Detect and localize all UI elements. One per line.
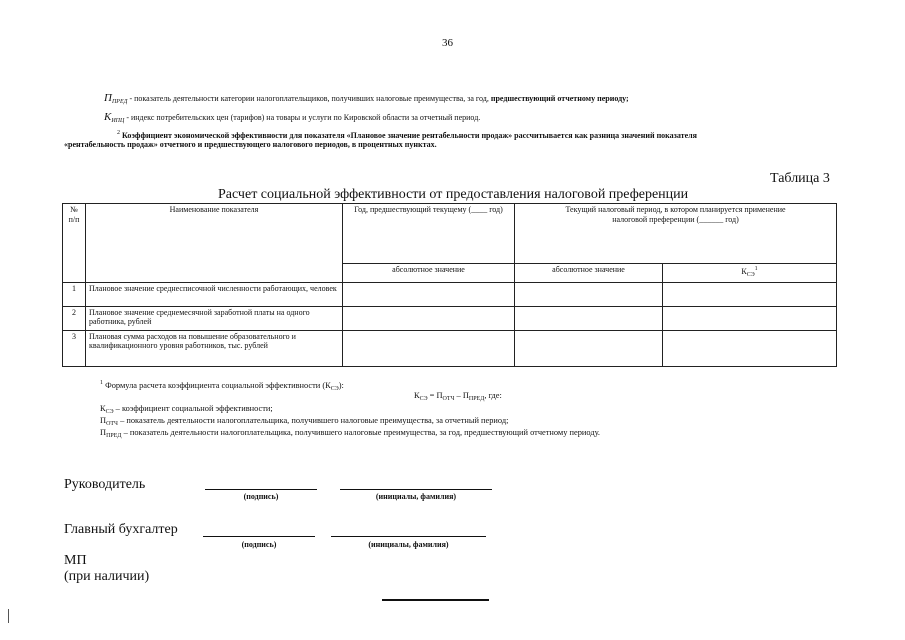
accountant-signature-line <box>203 536 315 537</box>
row-value-kse <box>663 306 837 330</box>
header-kse <box>663 264 837 283</box>
symbol-k: К <box>104 111 112 123</box>
row-value-kse <box>663 330 837 366</box>
formula-p2-sub: ПРЕД <box>468 396 485 402</box>
head-name-caption: (инициалы, фамилия) <box>375 492 457 501</box>
accountant-signature-caption: (подпись) <box>241 540 277 549</box>
formula <box>414 391 502 404</box>
def-pred-sub: ПРЕД <box>106 433 122 439</box>
bottom-rule <box>382 599 489 601</box>
head-signature-line <box>205 489 317 490</box>
page-number: 36 <box>442 37 453 49</box>
formula-def-pnred <box>100 428 600 441</box>
head-name-line <box>340 489 492 490</box>
accountant-name-caption: (инициалы, фамилия) <box>368 540 449 549</box>
row-value-prev <box>343 306 515 330</box>
footnote-2-mark: 2 <box>117 130 120 136</box>
def-potch-sym: П <box>100 416 107 425</box>
table-row <box>63 306 837 330</box>
footnote-2-text-1: Коэффициент экономической эффективности для показателя «Плановое значение рентабельности продаж» рассчитывается как разница значений показателя <box>120 131 697 140</box>
formula-eq: = П <box>427 391 443 400</box>
row-name: Плановая сумма расходов на повышение образовательного и квалификационного уровня работников, тыс. рублей <box>86 330 343 366</box>
def-potch-text: – показатель деятельности налогоплательщика, получившего налоговые преимущества, за отчетный период; <box>117 416 509 425</box>
header-kse-sub: СЭ <box>746 272 755 278</box>
def-pred-sym: П <box>100 428 107 437</box>
row-num: 3 <box>63 330 86 366</box>
header-current-period: Текущий налоговый период, в котором планируется применение налоговой преференции (______ год) <box>515 204 837 264</box>
symbol-p: П <box>104 92 112 104</box>
row-value-prev <box>343 282 515 306</box>
stamp-label: МП <box>64 553 87 568</box>
formula-note-text: Формула расчета коэффициента социальной эффективности (К <box>103 381 331 390</box>
row-value-prev <box>343 330 515 366</box>
header-name: Наименование показателя <box>86 204 343 283</box>
row-value-current <box>515 282 663 306</box>
header-abs-value-current: абсолютное значение <box>515 264 663 283</box>
formula-note <box>100 378 344 394</box>
def-kse-sym: К <box>100 404 106 413</box>
symbol-p-sub: ПРЕД <box>111 99 128 105</box>
table-row <box>63 330 837 366</box>
row-value-current <box>515 306 663 330</box>
formula-note-end: ): <box>338 381 344 390</box>
def-pred-text: – показатель деятельности налогоплательщика, получившего налоговые преимущества, за год, предшествующий отчетному периоду. <box>121 428 601 437</box>
definition-preceding-bold: предшествующий отчетному периоду; <box>490 94 629 103</box>
accountant-name-line <box>331 536 486 537</box>
head-signature-caption: (подпись) <box>243 492 279 501</box>
formula-note-sub: СЭ <box>330 386 339 392</box>
stamp-note: (при наличии) <box>64 569 150 584</box>
header-kse-k: К <box>741 267 747 276</box>
row-num: 1 <box>63 282 86 306</box>
margin-mark <box>8 609 9 623</box>
row-value-kse <box>663 282 837 306</box>
formula-p1-sub: ОТЧ <box>442 396 455 402</box>
head-label: Руководитель <box>64 477 146 492</box>
header-kse-sup: 1 <box>754 266 758 272</box>
definition-cpi <box>104 112 480 126</box>
formula-minus: – П <box>454 391 469 400</box>
social-efficiency-table <box>62 203 837 367</box>
row-name: Плановое значение среднесписочной численности работающих, человек <box>86 282 343 306</box>
definition-cpi-text: - индекс потребительских цен (тарифов) на товары и услуги по Кировской области за отчетный период. <box>124 113 481 122</box>
accountant-label: Главный бухгалтер <box>64 522 178 537</box>
formula-end: , где: <box>484 391 502 400</box>
footnote-2-line2: «рентабельность продаж» отчетного и предшествующего налогового периодов, в процентных пунктах. <box>64 140 437 149</box>
table-label: Таблица 3 <box>770 171 830 186</box>
def-kse-text: – коэффициент социальной эффективности; <box>113 404 273 413</box>
header-prev-year: Год, предшествующий текущему (____ год) <box>343 204 515 264</box>
header-num: № п/п <box>63 204 86 283</box>
formula-note-mark: 1 <box>100 380 103 386</box>
formula-k-sub: СЭ <box>419 396 428 402</box>
definition-preceding-text: - показатель деятельности категории налогоплательщиков, получивших налоговые преимущества, за год, <box>127 94 491 103</box>
header-abs-value-prev: абсолютное значение <box>343 264 515 283</box>
row-value-current <box>515 330 663 366</box>
definition-preceding <box>104 93 629 107</box>
row-num: 2 <box>63 306 86 330</box>
table-title: Расчет социальной эффективности от предоставления налоговой преференции <box>218 187 689 202</box>
symbol-k-sub: ИПЦ <box>111 118 125 124</box>
formula-k: К <box>414 391 420 400</box>
def-kse-sub: СЭ <box>105 409 114 415</box>
table-row <box>63 282 837 306</box>
row-name: Плановое значение среднемесячной заработной платы на одного работника, рублей <box>86 306 343 330</box>
def-potch-sub: ОТЧ <box>106 421 118 427</box>
